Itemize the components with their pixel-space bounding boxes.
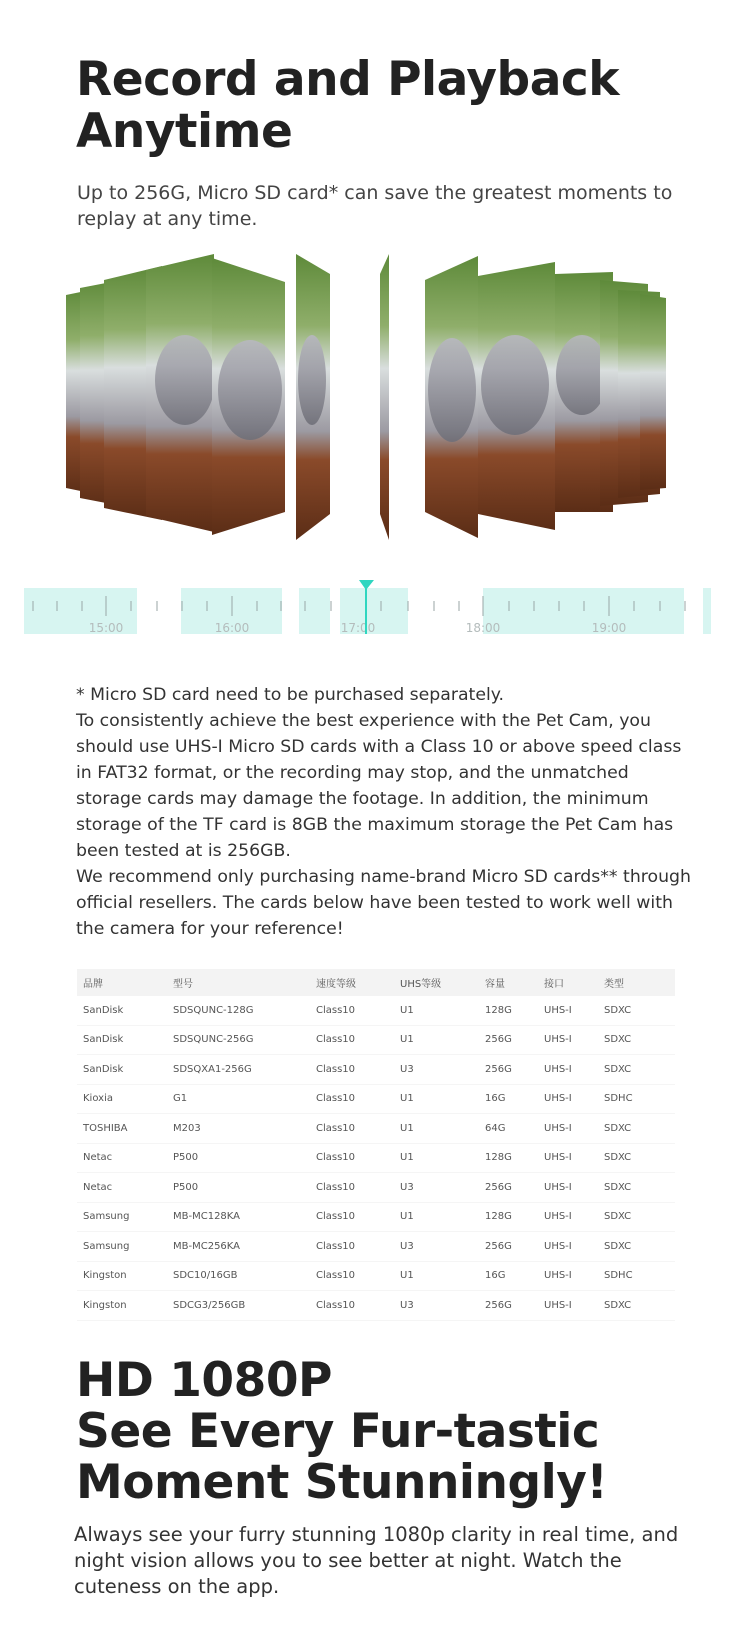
table-cell: MB-MC256KA: [167, 1232, 310, 1262]
table-cell: 16G: [479, 1261, 538, 1291]
note-requirements: To consistently achieve the best experience with the Pet Cam, you should use UHS-I Micro SD cards with a Class 10 or above speed class in FAT32 format, or the recording may stop, and the unmatched storage cards may damage the footage. In addition, the minimum storage of the TF card is 8GB the maximum storage the Pet Cam has been tested at is 256GB.: [76, 711, 682, 861]
table-row: [77, 1173, 675, 1203]
section-hd-intro: Always see your furry stunning 1080p clarity in real time, and night vision allows you to see better at night. Watch the cuteness on the app.: [74, 1523, 679, 1598]
table-cell: 256G: [479, 1055, 538, 1085]
section-title-hd: [76, 1355, 607, 1508]
table-row: [77, 1232, 675, 1262]
table-cell: 256G: [479, 1232, 538, 1262]
table-cell: SDXC: [598, 996, 675, 1025]
table-cell: SDXC: [598, 1055, 675, 1085]
table-cell: UHS-I: [538, 996, 598, 1025]
time-label: 19:00: [591, 621, 627, 635]
table-cell: UHS-I: [538, 1055, 598, 1085]
table-body: [77, 996, 675, 1320]
table-cell: 256G: [479, 1025, 538, 1055]
table-cell: SanDisk: [77, 996, 167, 1025]
table-cell: U3: [394, 1173, 479, 1203]
header-brand: 品牌: [77, 969, 167, 996]
title-line-3: Moment Stunningly!: [76, 1455, 608, 1510]
table-cell: U1: [394, 1202, 479, 1232]
playback-timeline[interactable]: [0, 568, 750, 656]
table-cell: Class10: [310, 1143, 394, 1173]
table-cell: MB-MC128KA: [167, 1202, 310, 1232]
header-uhs-class: UHS等级: [394, 969, 479, 996]
table-cell: Netac: [77, 1143, 167, 1173]
table-row: [77, 1261, 675, 1291]
table-cell: Class10: [310, 1084, 394, 1114]
frames-left: [66, 254, 389, 540]
table-cell: SanDisk: [77, 1055, 167, 1085]
table-cell: SDCG3/256GB: [167, 1291, 310, 1321]
table-cell: U1: [394, 1143, 479, 1173]
table-cell: Class10: [310, 1114, 394, 1144]
table-cell: U3: [394, 1291, 479, 1321]
table-cell: SDHC: [598, 1261, 675, 1291]
table-cell: SDC10/16GB: [167, 1261, 310, 1291]
table-cell: UHS-I: [538, 1202, 598, 1232]
table-cell: U1: [394, 1025, 479, 1055]
table-cell: UHS-I: [538, 1291, 598, 1321]
table-cell: P500: [167, 1143, 310, 1173]
title-line-1: HD 1080P: [76, 1353, 332, 1408]
table-row: [77, 996, 675, 1025]
title-line-2: Anytime: [76, 104, 293, 159]
table-cell: 16G: [479, 1084, 538, 1114]
table-cell: SDXC: [598, 1202, 675, 1232]
recorded-segment: [299, 588, 330, 634]
table-cell: 128G: [479, 996, 538, 1025]
table-cell: UHS-I: [538, 1114, 598, 1144]
note-purchase: * Micro SD card need to be purchased separately.: [76, 685, 505, 705]
table-cell: UHS-I: [538, 1143, 598, 1173]
table-cell: Kingston: [77, 1291, 167, 1321]
frames-right: [425, 256, 666, 538]
table-cell: 64G: [479, 1114, 538, 1144]
table-cell: UHS-I: [538, 1261, 598, 1291]
table-cell: Samsung: [77, 1232, 167, 1262]
table-cell: U1: [394, 996, 479, 1025]
table-row: [77, 1084, 675, 1114]
table-cell: U3: [394, 1232, 479, 1262]
table-cell: SDXC: [598, 1173, 675, 1203]
table-cell: SDXC: [598, 1291, 675, 1321]
table-cell: TOSHIBA: [77, 1114, 167, 1144]
time-label: 18:00: [465, 621, 501, 635]
table-cell: SDSQXA1-256G: [167, 1055, 310, 1085]
table-header-row: [77, 969, 675, 996]
title-line-1: Record and Playback: [76, 52, 620, 107]
sd-card-compatibility-table: [77, 969, 675, 1321]
table-cell: SDXC: [598, 1232, 675, 1262]
table-cell: Class10: [310, 1261, 394, 1291]
header-speed-class: 速度等级: [310, 969, 394, 996]
table-cell: SDXC: [598, 1114, 675, 1144]
table-cell: SDSQUNC-256G: [167, 1025, 310, 1055]
table-row: [77, 1025, 675, 1055]
header-type: 类型: [598, 969, 675, 996]
time-label: 15:00: [88, 621, 124, 635]
table-cell: Kingston: [77, 1261, 167, 1291]
table-cell: M203: [167, 1114, 310, 1144]
table-cell: SDXC: [598, 1025, 675, 1055]
section-intro: Up to 256G, Micro SD card* can save the greatest moments to replay at any time.: [77, 182, 673, 230]
table-cell: 256G: [479, 1291, 538, 1321]
section-title: [76, 54, 619, 158]
table-cell: P500: [167, 1173, 310, 1203]
table-cell: Class10: [310, 1291, 394, 1321]
table-cell: U3: [394, 1055, 479, 1085]
table-cell: 256G: [479, 1173, 538, 1203]
table-row: [77, 1143, 675, 1173]
table-cell: Kioxia: [77, 1084, 167, 1114]
recorded-segment: [703, 588, 711, 634]
table-cell: U1: [394, 1084, 479, 1114]
table-cell: UHS-I: [538, 1232, 598, 1262]
header-capacity: 容量: [479, 969, 538, 996]
table-cell: Samsung: [77, 1202, 167, 1232]
table-cell: SanDisk: [77, 1025, 167, 1055]
table-cell: SDHC: [598, 1084, 675, 1114]
note-recommendation: We recommend only purchasing name-brand Micro SD cards** through official resellers. The cards below have been tested to work well with the camera for your reference!: [76, 867, 691, 939]
table-cell: Netac: [77, 1173, 167, 1203]
table-row: [77, 1114, 675, 1144]
table-row: [77, 1291, 675, 1321]
table-cell: 128G: [479, 1202, 538, 1232]
table-cell: UHS-I: [538, 1173, 598, 1203]
table-cell: 128G: [479, 1143, 538, 1173]
table-cell: Class10: [310, 1055, 394, 1085]
table-cell: UHS-I: [538, 1025, 598, 1055]
time-label: 17:00: [340, 621, 376, 635]
table-cell: UHS-I: [538, 1084, 598, 1114]
video-frames-gallery: [0, 250, 750, 570]
table-row: [77, 1202, 675, 1232]
table-cell: Class10: [310, 1232, 394, 1262]
title-line-2: See Every Fur-tastic: [76, 1404, 600, 1459]
table-cell: Class10: [310, 1202, 394, 1232]
table-cell: Class10: [310, 996, 394, 1025]
table-row: [77, 1055, 675, 1085]
header-model: 型号: [167, 969, 310, 996]
table-cell: U1: [394, 1114, 479, 1144]
table-cell: Class10: [310, 1173, 394, 1203]
table-cell: SDSQUNC-128G: [167, 996, 310, 1025]
sd-card-notes: [76, 682, 696, 942]
table-cell: G1: [167, 1084, 310, 1114]
table-cell: U1: [394, 1261, 479, 1291]
time-label: 16:00: [214, 621, 250, 635]
header-interface: 接口: [538, 969, 598, 996]
table-cell: SDXC: [598, 1143, 675, 1173]
table-cell: Class10: [310, 1025, 394, 1055]
